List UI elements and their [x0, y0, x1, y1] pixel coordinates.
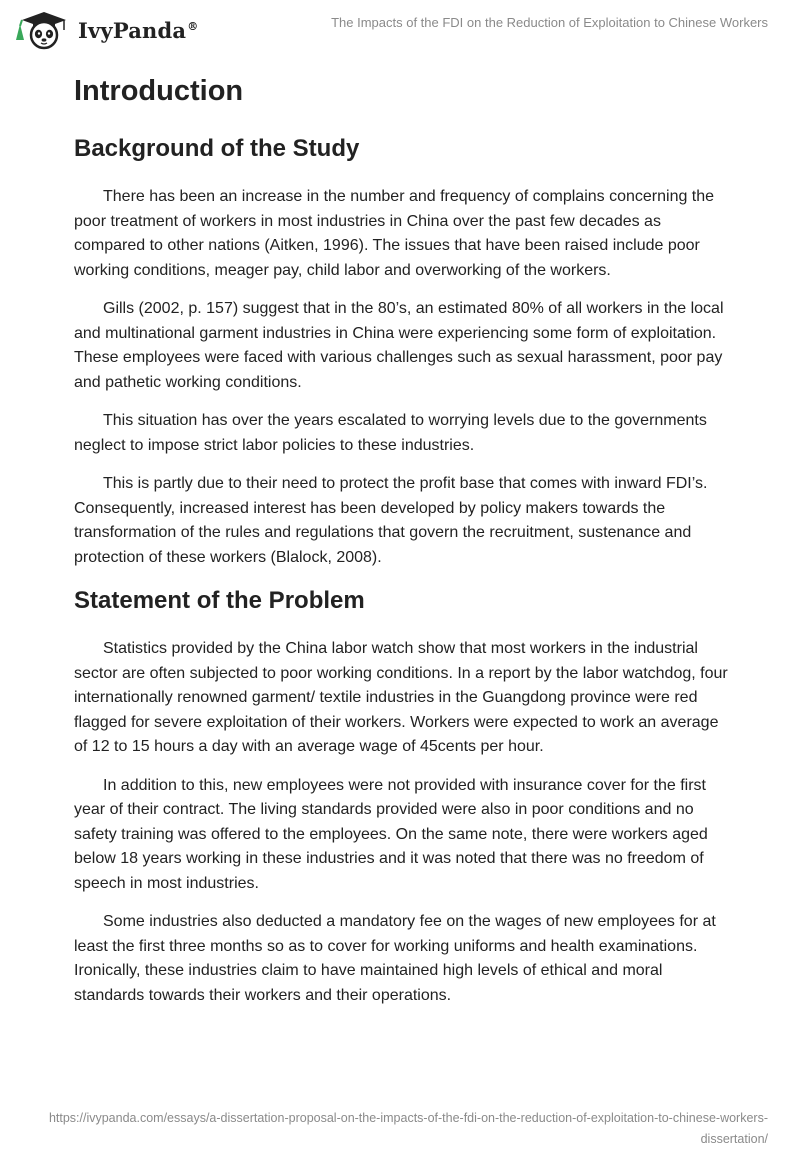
section-heading-background: Background of the Study — [74, 135, 360, 162]
source-url[interactable]: https://ivypanda.com/essays/a-dissertation-proposal-on-the-impacts-of-the-fdi-on-the-reduction-of-exploitation-to-chinese-workers-dissertation/ — [48, 1111, 768, 1146]
page-header — [0, 0, 800, 60]
registered-mark: ® — [187, 19, 199, 33]
panda-graduate-icon — [14, 10, 74, 50]
section-heading-problem: Statement of the Problem — [74, 587, 365, 614]
paragraph: This situation has over the years escalated to worrying levels due to the governments neglect to impose strict labor policies to these industries. — [74, 412, 707, 454]
brand-logo[interactable] — [14, 8, 198, 52]
brand-name — [78, 18, 198, 43]
article-content — [74, 70, 734, 1022]
brand-name-text: IvyPanda — [78, 17, 187, 43]
document-title: The Impacts of the FDI on the Reduction of Exploitation to Chinese Workers — [331, 15, 768, 30]
paragraph: Gills (2002, p. 157) suggest that in the 80’s, an estimated 80% of all workers in the local and multinational garment industries in China were experiencing some form of exploitation. These employees were faced with various challenges such as sexual harassment, poor pay and pathetic working conditions. — [74, 300, 724, 391]
paragraph: Some industries also deducted a mandatory fee on the wages of new employees for at least the first three months so as to cover for working uniforms and health examinations. Ironically, these industries claim to have maintained high levels of ethical and moral standards towards their workers and their operations. — [74, 913, 716, 1004]
page-title: Introduction — [74, 75, 244, 107]
paragraph: Statistics provided by the China labor watch show that most workers in the industrial sector are often subjected to poor working conditions. In a report by the labor watchdog, four internationally renowned garment/ textile industries in the Guangdong province were red flagged for severe exploitation of their workers. Workers were expected to work an average of 12 to 15 hours a day with an average wage of 45cents per hour. — [74, 640, 728, 755]
paragraph: In addition to this, new employees were not provided with insurance cover for the first year of their contract. The living standards provided were also in poor conditions and no safety training was offered to the employees. On the same note, there were workers aged below 18 years working in these industries and it was noted that there was no freedom of speech in most industries. — [74, 776, 708, 892]
paragraph: This is partly due to their need to protect the profit base that comes with inward FDI’s. Consequently, increased interest has been developed by policy makers towards the transformation of the rules and regulations that govern the recruitment, sustenance and protection of these workers (Blalock, 2008). — [74, 475, 708, 566]
paragraph: There has been an increase in the number and frequency of complains concerning the poor treatment of workers in most industries in China over the past few decades as compared to other nations (Aitken, 1996). The issues that have been raised include poor working conditions, meager pay, child labor and overworking of the workers. — [74, 188, 715, 279]
